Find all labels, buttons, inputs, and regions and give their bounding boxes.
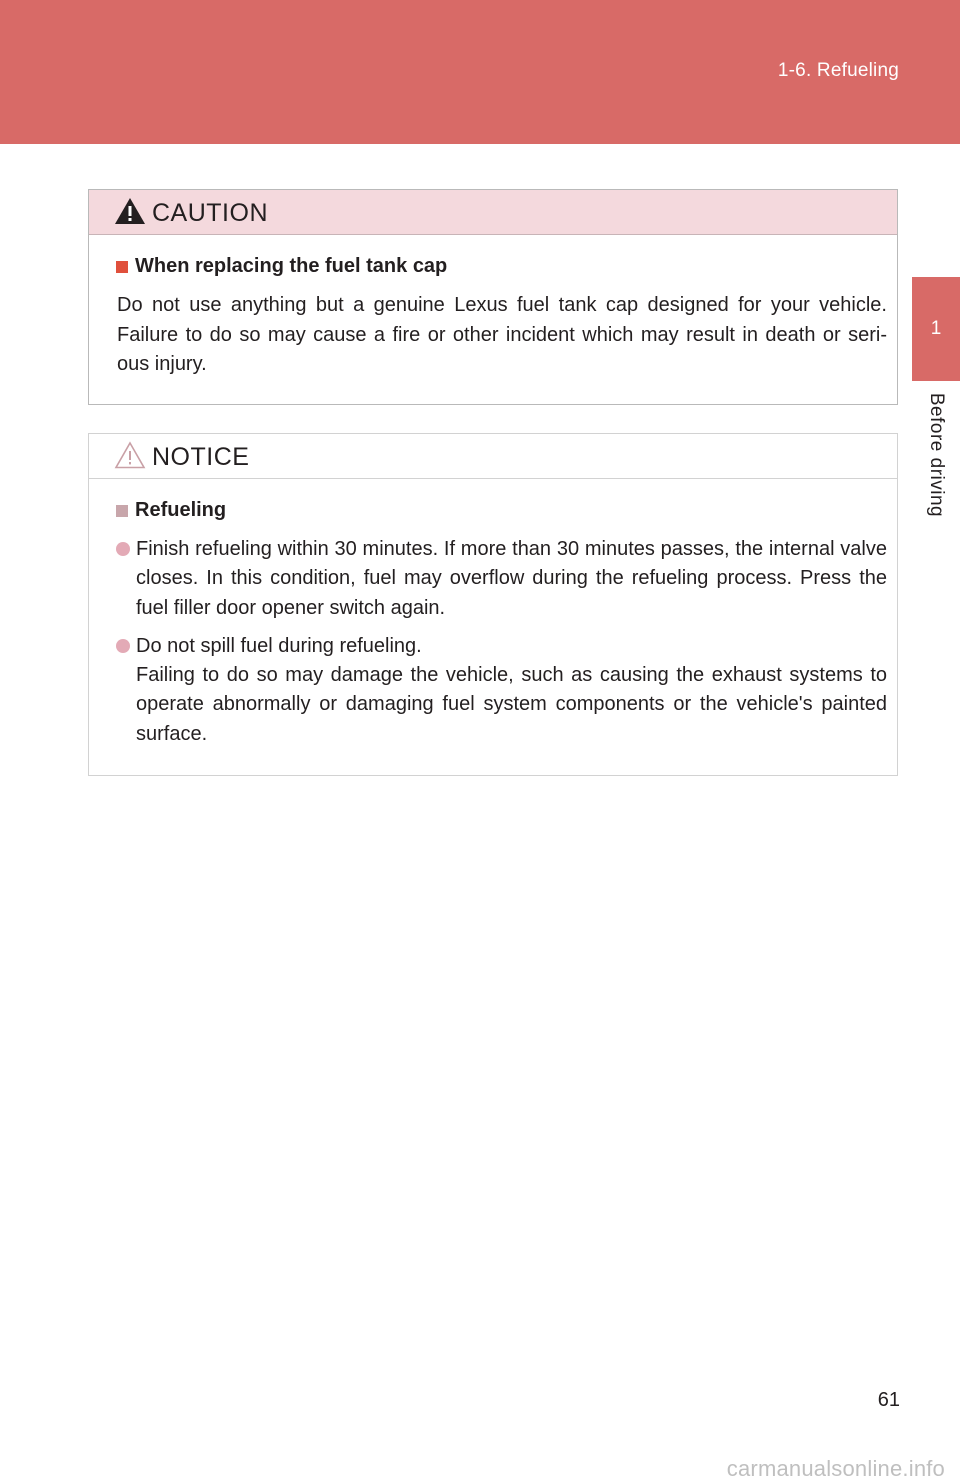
- notice-header: [89, 434, 897, 479]
- square-bullet-icon: [116, 505, 128, 517]
- page-number: 61: [877, 1389, 900, 1411]
- round-bullet-icon: [116, 639, 130, 653]
- list-item: [116, 535, 887, 623]
- warning-outline-icon: [114, 441, 146, 469]
- caution-header: [89, 190, 897, 235]
- bullet-text: Finish refueling within 30 minutes. If more than 30 minutes passes, the internal valve closes. In this condition, fuel may overflow during the refueling process. Press the fuel filler door opener switch again.: [136, 538, 887, 619]
- notice-section-title-text: Refueling: [135, 499, 227, 521]
- header-band: [0, 0, 960, 144]
- caution-text: Do not use anything but a genuine Lexus fuel tank cap designed for your vehicle. Failure to do so may cause a fire or other incident which may result in death or seri-ous injury.: [117, 294, 887, 375]
- bullet-text-group: [136, 632, 887, 749]
- notice-section-title: [116, 499, 887, 522]
- notice-box: [88, 433, 898, 776]
- list-item: [116, 632, 887, 749]
- caution-section-title: [116, 255, 887, 278]
- chapter-tab[interactable]: [912, 277, 960, 381]
- watermark: carmanualsonline.info: [726, 1456, 945, 1481]
- bullet-first-line: Do not spill fuel during refueling.: [136, 634, 422, 657]
- caution-box: [88, 189, 898, 405]
- caution-label: CAUTION: [152, 199, 268, 227]
- notice-label: NOTICE: [152, 443, 250, 471]
- section-title: 1-6. Refueling: [777, 60, 899, 81]
- round-bullet-icon: [116, 542, 130, 556]
- chapter-number: 1: [930, 318, 942, 339]
- caution-section-title-text: When replacing the fuel tank cap: [135, 255, 448, 277]
- bullet-text: Failing to do so may damage the vehicle, such as causing the exhaust systems to operate abnormally or damaging fuel system components or the vehicle's painted surface.: [136, 664, 887, 745]
- chapter-label: Before driving: [926, 392, 947, 518]
- warning-icon: [114, 197, 146, 225]
- square-bullet-icon: [116, 261, 128, 273]
